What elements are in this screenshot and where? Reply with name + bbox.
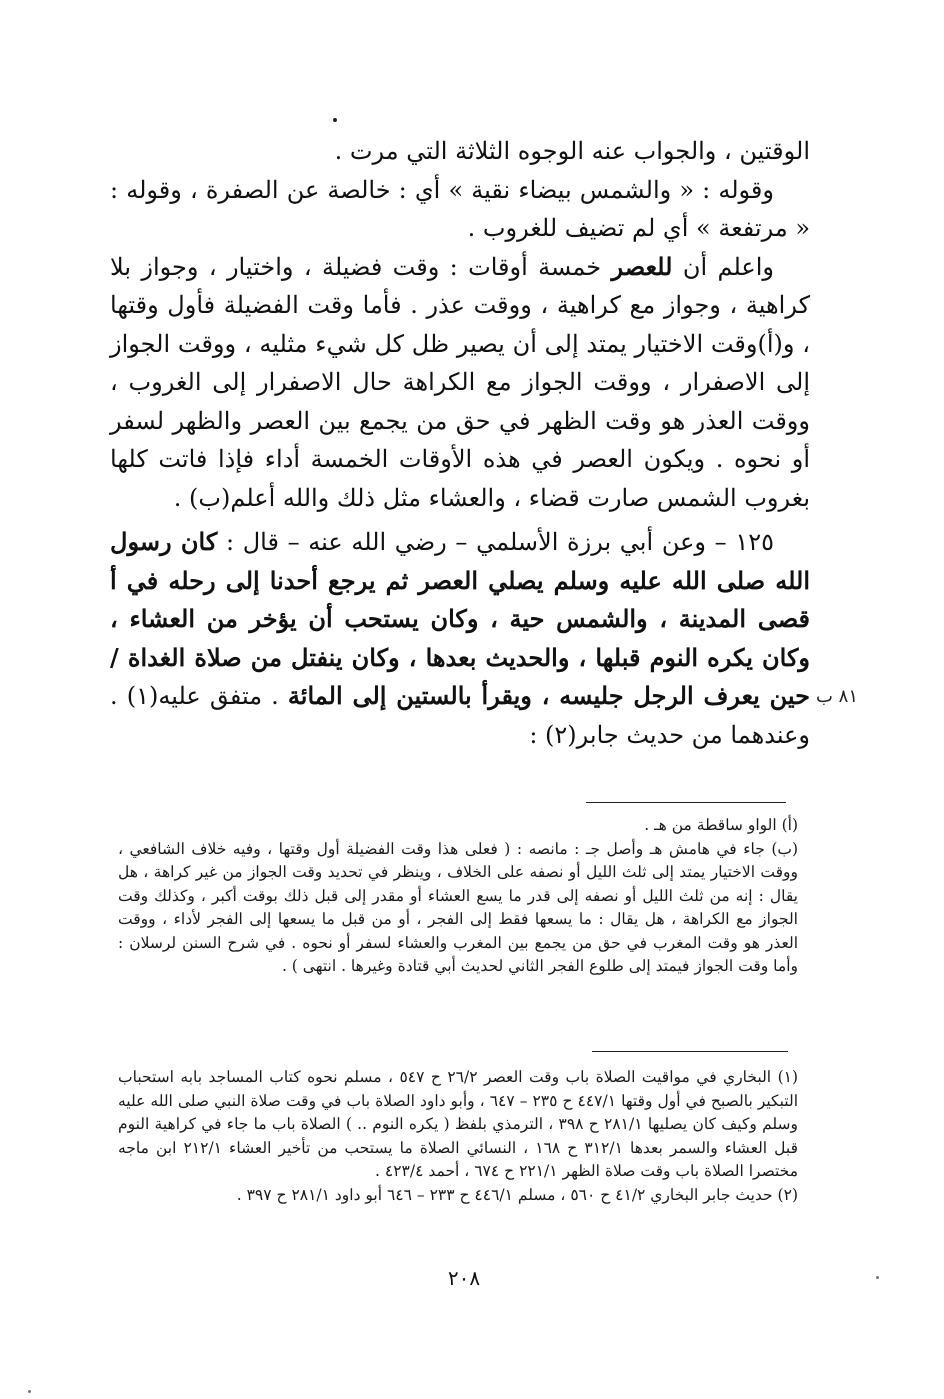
footnote-ba: (ب) جاء في هامش هـ وأصل جـ : مانصه : ( فعلى هذا وقت الفضيلة أول وقتها ، وفيه خلاف الشافعي ، ووقت الاختيار يمتد إلى ثلث الليل أو نصفه على الخلاف ، وينظر في تحديد وقت الجواز من غير كراهة ، هل يقال : إنه من ثلث الليل أو نصفه إلى قدر ما يسع العشاء أو مقدر إلى قبل ذلك بوقت أكبر ، وكذلك وقت الجواز مع الكراهة ، هل يقال : ما يسعها فقط إلى الفجر ، أو من قبل ما يسعها إلى الفجر لأداء ، ووقت العذر هو وقت المغرب في حق من يجمع بين المغرب والعشاء لسفر أو نحوه . في شرح السنن لرسلان : وأما وقت الجواز فيمتد إلى طلوع الفجر الثاني لحديث أبي قتادة وغيرها . انتهى ) . xyxy=(118,839,798,975)
paragraph-continuation: الوقتين ، والجواب عنه الوجوه الثلاثة التي مرت . xyxy=(334,137,810,165)
hadith-matn: كان رسول الله صلى الله عليه وسلم يصلي العصر ثم يرجع أحدنا إلى رحله في أ قصى المدينة ، والشمس حية ، وكان يستحب أن يؤخر من العشاء ، وكان يكره النوم قبلها ، والحديث بعدها ، وكان ينفتل من صلاة الغداة / حين يعرف الرجل جليسه ، ويقرأ بالستين إلى المائة xyxy=(110,527,810,710)
page-number: ٢٠٨ xyxy=(447,1266,481,1290)
hadith-paragraph xyxy=(110,523,810,754)
footnotes-letters xyxy=(118,814,798,979)
footnote-1: (١) البخاري في مواقيت الصلاة باب وقت العصر ٢٦/٢ ح ٥٤٧ ، مسلم نحوه كتاب المساجد بابه استحباب التبكير بالصبح في أول وقتها ٤٤٧/١ ح ٢٣٥ – ٦٤٧ ، وأبو داود الصلاة باب في وقت صلاة النبي صلى الله عليه وسلم وكيف كان يصليها ٢٨١/١ ح ٣٩٨ ، الترمذي بلفظ ( يكره النوم .. ) الصلاة باب ما جاء في كراهية النوم قبل العشاء والسمر بعدها ٣١٢/١ ح ١٦٨ ، النسائي الصلاة ما يستحب من تأخير العشاء ٢١٢/١ ابن ماجه مختصرا الصلاة باب وقت صلاة الظهر ٢٢١/١ ح ٦٧٤ ، أحمد ٤٢٣/٤ . xyxy=(118,1068,799,1180)
footnote-2: (٢) حديث جابر البخاري ٤١/٢ ح ٥٦٠ ، مسلم ٤٤٦/١ ح ٢٣٣ – ٦٤٦ أبو داود ٢٨١/١ ح ٣٩٧ . xyxy=(236,1185,798,1204)
footnotes-numbers xyxy=(118,1066,798,1207)
footnote-alif: (أ) الواو ساقطة من هـ . xyxy=(644,816,798,834)
footnote-divider xyxy=(586,802,786,803)
ink-dot xyxy=(333,118,337,122)
hadith-isnad: ١٢٥ – وعن أبي برزة الأسلمي – رضي الله عنه – قال : xyxy=(217,528,774,556)
hadith-tail: . متفق عليه(١) . وعندهما من حديث جابر(٢) : xyxy=(110,682,810,749)
paragraph-commentary: وقوله : « والشمس بيضاء نقية » أي : خالصة عن الصفرة ، وقوله : « مرتفعة » أي لم تضيف للغروب . xyxy=(110,175,810,242)
footnote-divider xyxy=(592,1051,788,1052)
lead-bold: للعصر xyxy=(611,251,673,281)
main-text xyxy=(110,132,810,754)
lead-text: واعلم أن xyxy=(682,252,774,281)
ink-speck xyxy=(876,1276,879,1279)
manuscript-folio-note: ٨١ ب xyxy=(816,686,859,707)
paragraph-body: خمسة أوقات : وقت فضيلة ، واختيار ، وجواز بلا كراهية ، وجواز مع كراهية ، ووقت عذر . فأما وقت الفضيلة فأول وقتها ، و(أ)وقت الاختيار يمتد إلى أن يصير ظل كل شيء مثليه ، ووقت الجواز إلى الاصفرار ، ووقت الجواز مع الكراهة حال الاصفرار إلى الغروب ، ووقت العذر هو وقت الظهر في حق من يجمع بين العصر والظهر لسفر أو نحوه . ويكون العصر في هذه الأوقات الخمسة أداء فإذا فاتت كلها بغروب الشمس صارت قضاء ، والعشاء مثل ذلك والله أعلم(ب) . xyxy=(110,252,811,512)
ink-speck xyxy=(28,1390,31,1393)
paragraph-asr-times xyxy=(110,248,810,518)
